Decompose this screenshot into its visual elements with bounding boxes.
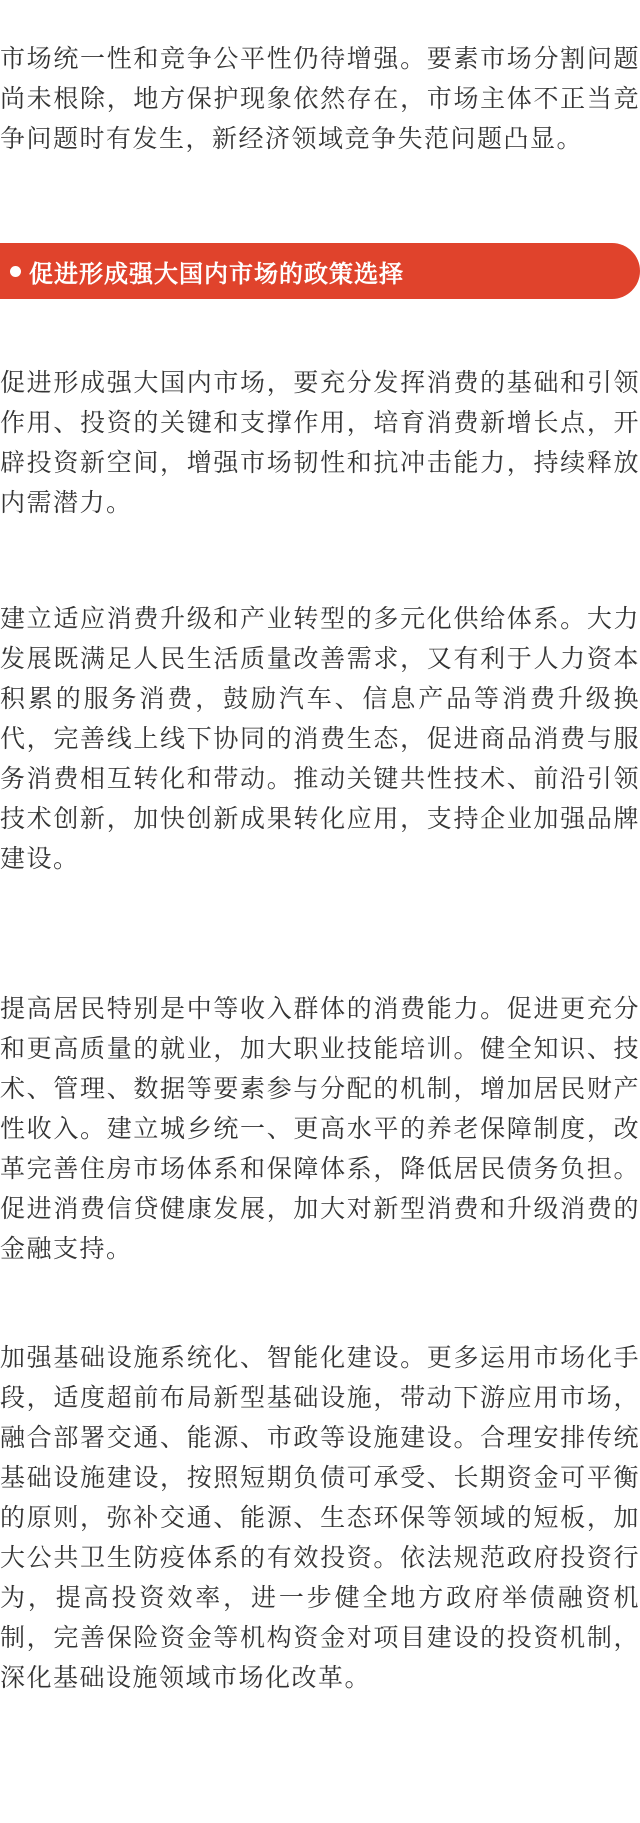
paragraph-market-unity: 市场统一性和竞争公平性仍待增强。要素市场分割问题尚未根除，地方保护现象依然存在，市场主体不正当竞争问题时有发生，新经济领域竞争失范问题凸显。 (0, 44, 640, 153)
paragraph-supply-system: 建立适应消费升级和产业转型的多元化供给体系。大力发展既满足人民生活质量改善需求，又有利于人力资本积累的服务消费，鼓励汽车、信息产品等消费升级换代，完善线上线下协同的消费生态，促进商品消费与服务消费相互转化和带动。推动关键共性技术、前沿引领技术创新，加快创新成果转化应用，支持企业加强品牌建设。 (0, 604, 640, 873)
section-title: 促进形成强大国内市场的政策选择 (29, 259, 404, 288)
section-header-banner (0, 243, 640, 299)
bullet-dot-icon (10, 266, 21, 277)
paragraph-consumption-capacity: 提高居民特别是中等收入群体的消费能力。促进更充分和更高质量的就业，加大职业技能培训。健全知识、技术、管理、数据等要素参与分配的机制，增加居民财产性收入。建立城乡统一、更高水平的养老保障制度，改革完善住房市场体系和保障体系，降低居民债务负担。促进消费信贷健康发展，加大对新型消费和升级消费的金融支持。 (0, 994, 640, 1263)
paragraph-infrastructure: 加强基础设施系统化、智能化建设。更多运用市场化手段，适度超前布局新型基础设施，带动下游应用市场，融合部署交通、能源、市政等设施建设。合理安排传统基础设施建设，按照短期负债可承受、长期资金可平衡的原则，弥补交通、能源、生态环保等领域的短板，加大公共卫生防疫体系的有效投资。依法规范政府投资行为，提高投资效率，进一步健全地方政府举债融资机制，完善保险资金等机构资金对项目建设的投资机制，深化基础设施领域市场化改革。 (0, 1343, 640, 1692)
paragraph-intro-policy: 促进形成强大国内市场，要充分发挥消费的基础和引领作用、投资的关键和支撑作用，培育消费新增长点，开辟投资新空间，增强市场韧性和抗冲击能力，持续释放内需潜力。 (0, 368, 640, 517)
